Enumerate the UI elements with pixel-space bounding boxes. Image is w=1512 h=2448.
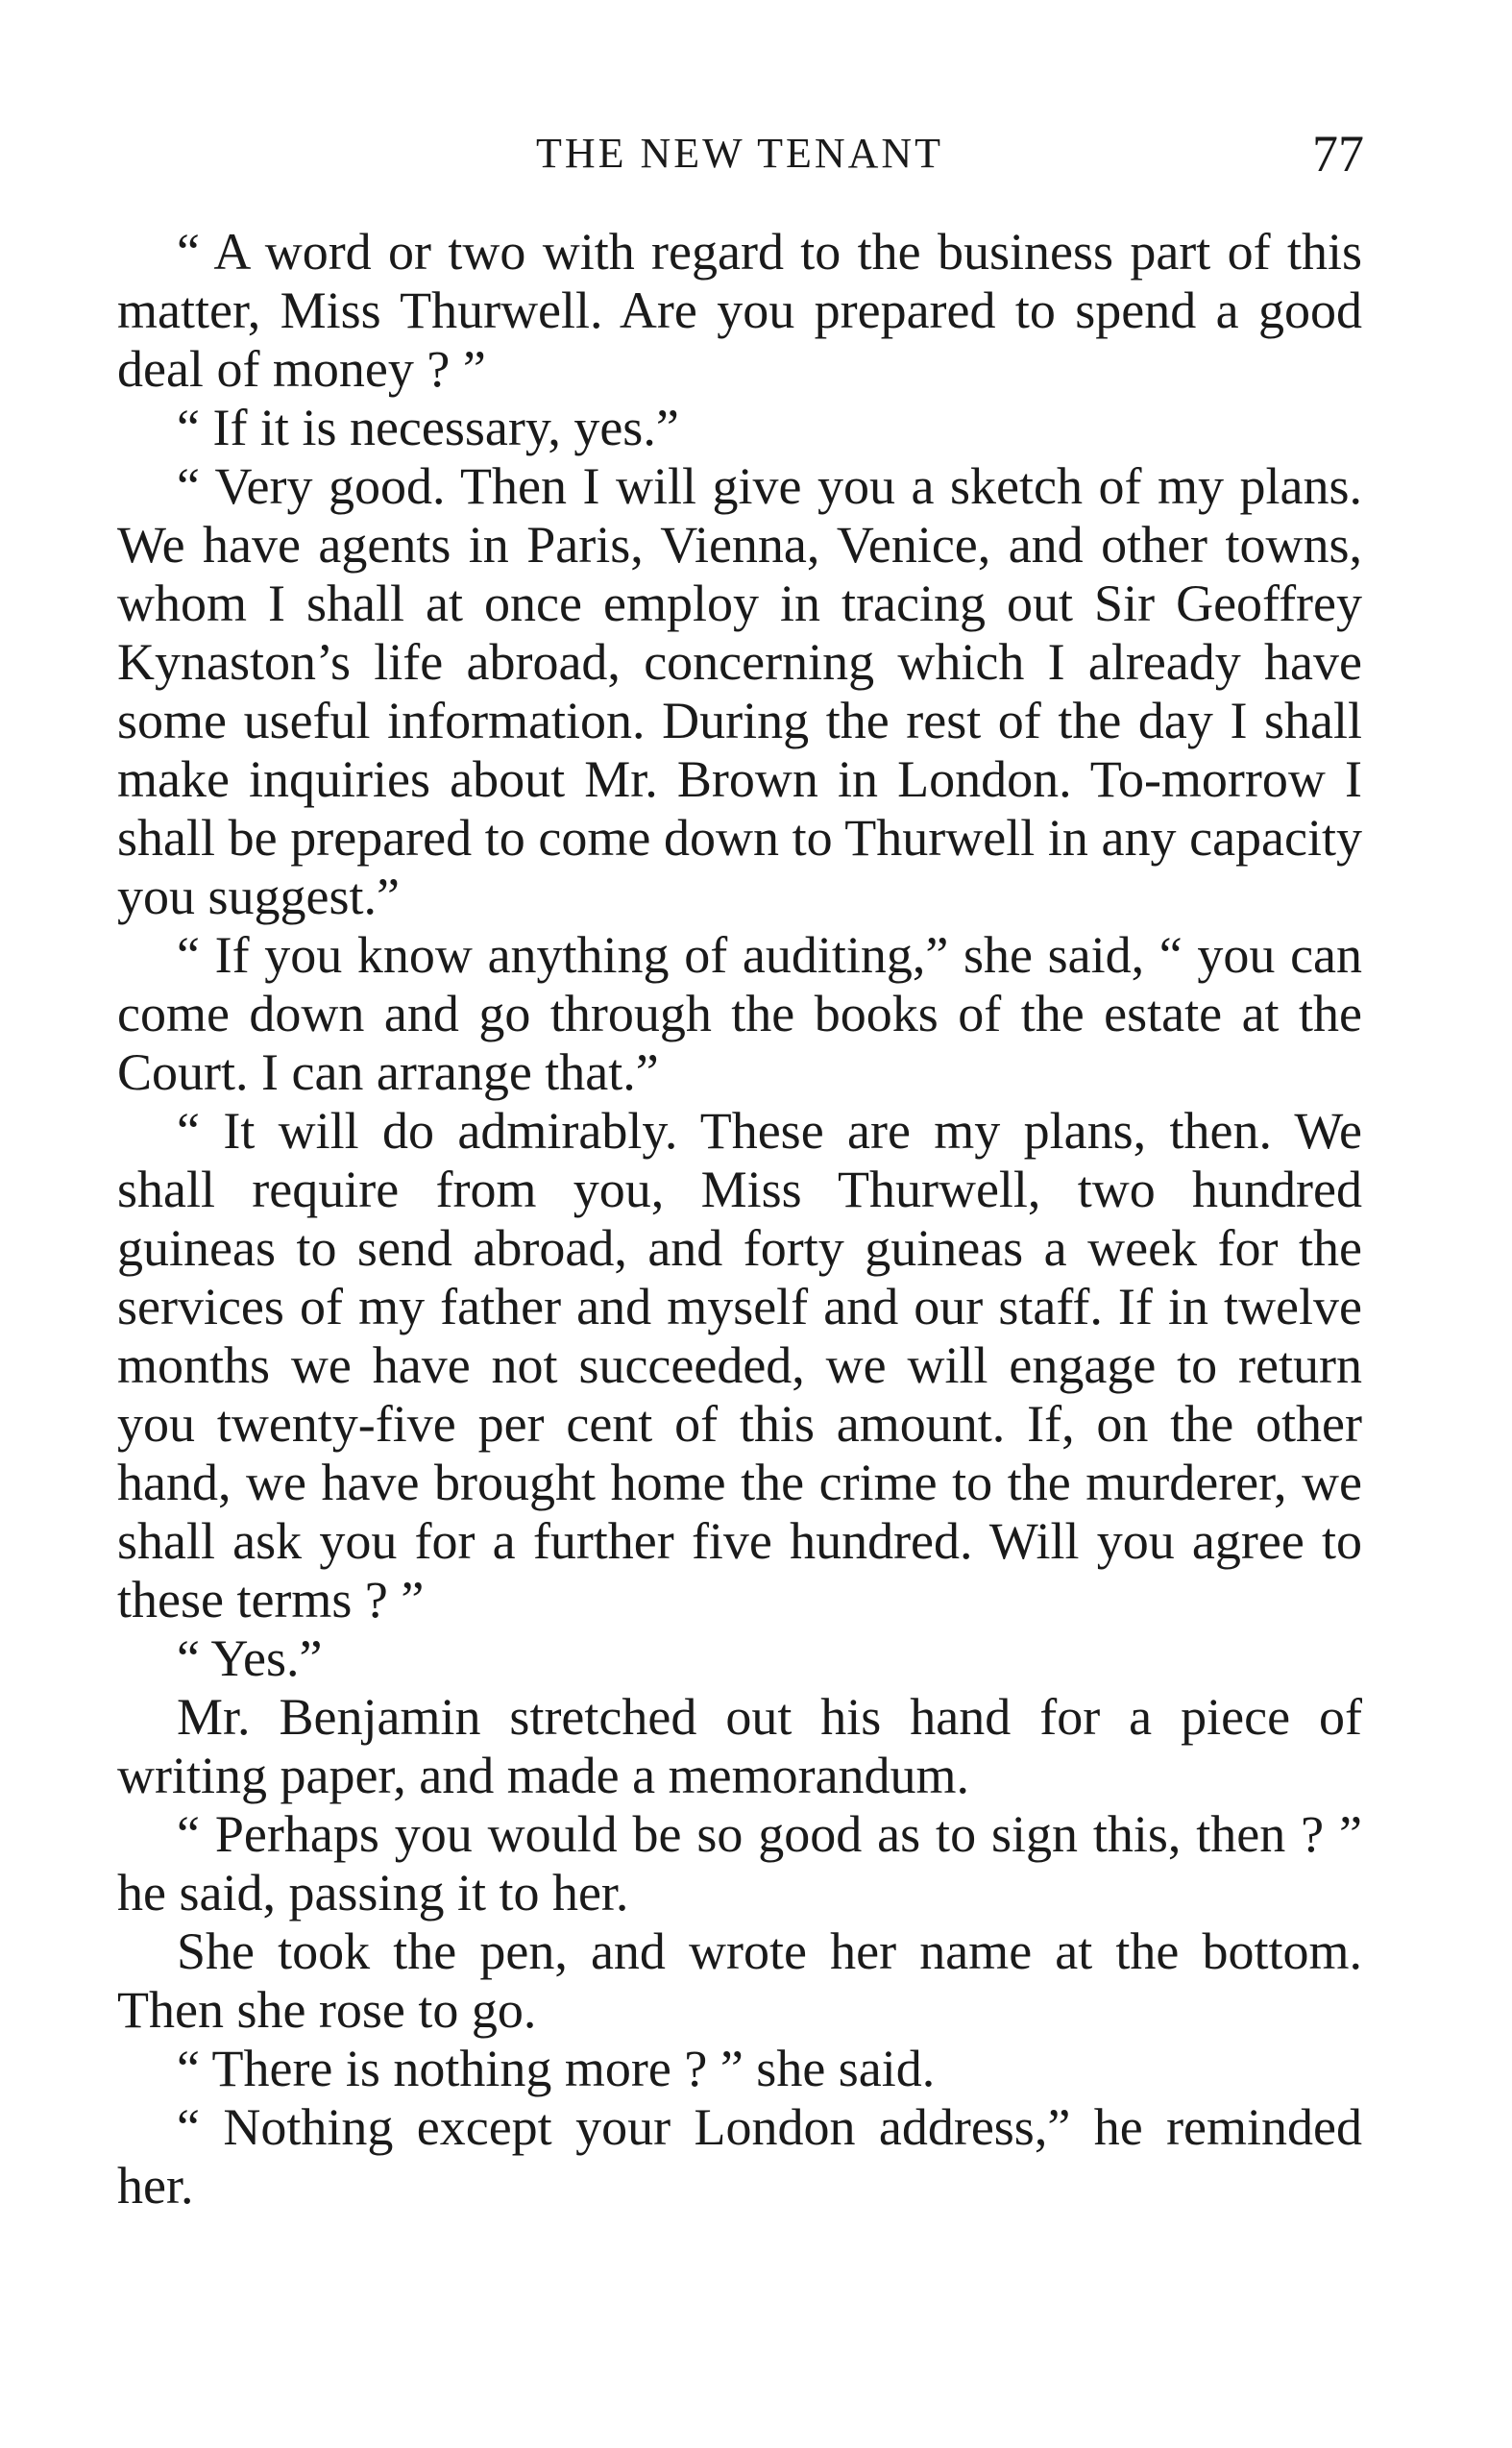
page-number: 77 (1312, 125, 1364, 183)
running-title: THE NEW TENANT (535, 130, 944, 177)
paragraph: Mr. Benjamin stretched out his hand for a piece of writing paper, and made a memorandum. (117, 1688, 1362, 1804)
page-header (115, 125, 1364, 183)
paragraph: She took the pen, and wrote her name at the bottom. Then she rose to go. (117, 1922, 1362, 2039)
paragraph: “ If it is necessary, yes.” (177, 399, 679, 456)
paragraph: “ Perhaps you would be so good as to sign this, then ? ” he said, passing it to her. (117, 1805, 1362, 1922)
paragraph: “ Very good. Then I will give you a sketch of my plans. We have agents in Paris, Vienna, Venice, and other towns, whom I shall at once employ in tracing out Sir Geoffrey Kynaston’s life abroad, concerning which I already have some useful information. During the rest of the day I shall make inquiries about Mr. Brown in London. To-morrow I shall be prepared to come down to Thurwell in any capacity you suggest.” (117, 457, 1362, 925)
paragraph: “ Nothing except your London address,” he reminded her. (117, 2098, 1362, 2215)
paragraph: “ Yes.” (177, 1629, 323, 1687)
paragraph: “ If you know anything of auditing,” she said, “ you can come down and go through the books of the estate at the Court. I can arrange that.” (117, 926, 1362, 1101)
paragraph: “ There is nothing more ? ” she said. (177, 2040, 936, 2097)
paragraph: “ A word or two with regard to the business part of this matter, Miss Thurwell. Are you prepared to spend a good deal of money ? ” (117, 223, 1362, 398)
paragraph: “ It will do admirably. These are my plans, then. We shall require from you, Miss Thurwell, two hundred guineas to send abroad, and forty guineas a week for the services of my father and myself and our staff. If in twelve months we have not succeeded, we will engage to return you twenty-five per cent of this amount. If, on the other hand, we have brought home the crime to the murderer, we shall ask you for a further five hundred. Will you agree to these terms ? ” (117, 1102, 1362, 1628)
body-text (117, 223, 1362, 2215)
